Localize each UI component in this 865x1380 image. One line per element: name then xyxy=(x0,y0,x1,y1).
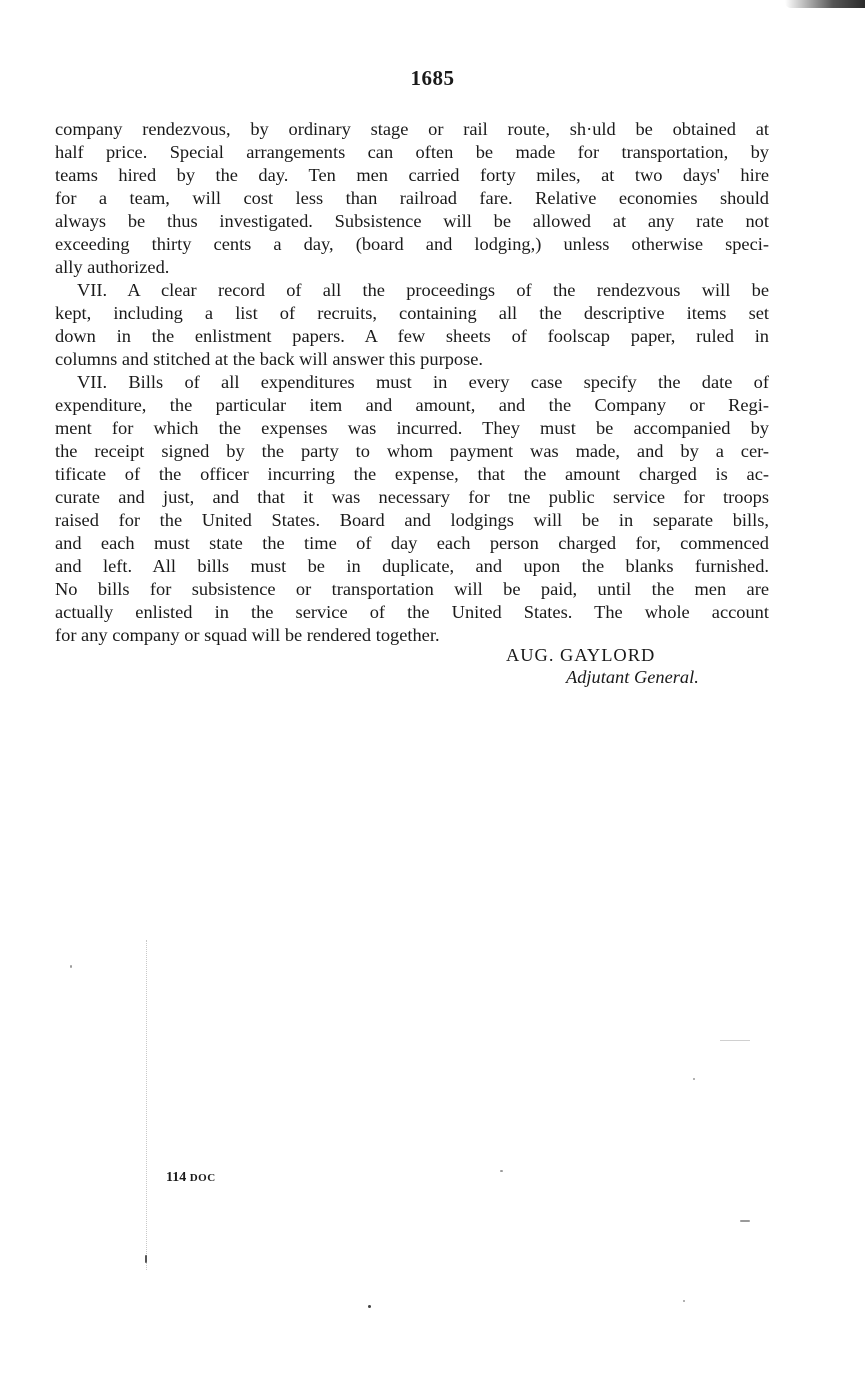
body-text xyxy=(55,118,769,647)
scan-speck xyxy=(368,1305,371,1308)
body-line: raised for the United States. Board and lodgings will be in separate bills, xyxy=(55,510,769,530)
footer-doc-mark xyxy=(166,1170,216,1186)
page-number: 1685 xyxy=(410,66,455,90)
body-line: company rendezvous, by ordinary stage or rail route, sh·uld be obtained at xyxy=(55,119,769,139)
body-line: expenditure, the particular item and amount, and the Company or Regi- xyxy=(55,395,769,415)
signatory-title: Adjutant General. xyxy=(566,667,699,687)
paragraph-start: VII. A clear record of all the proceedings of the rendezvous will be xyxy=(77,280,769,300)
scan-speck xyxy=(500,1170,503,1172)
scan-speck xyxy=(70,965,72,968)
paragraph-start: VII. Bills of all expenditures must in every case specify the date of xyxy=(77,372,769,392)
body-line: No bills for subsistence or transportation will be paid, until the men are xyxy=(55,579,769,599)
body-line: for a team, will cost less than railroad fare. Relative economies should xyxy=(55,188,769,208)
body-line: and each must state the time of day each person charged for, commenced xyxy=(55,533,769,553)
body-line: teams hired by the day. Ten men carried forty miles, at two days' hire xyxy=(55,165,769,185)
body-line: curate and just, and that it was necessary for tne public service for troops xyxy=(55,487,769,507)
body-line: ment for which the expenses was incurred. They must be accompanied by xyxy=(55,418,769,438)
scan-dotted-line xyxy=(146,940,148,1270)
body-line: and left. All bills must be in duplicate, and upon the blanks furnished. xyxy=(55,556,769,576)
footer-number: 114 xyxy=(166,1170,187,1185)
body-line: for any company or squad will be rendered together. xyxy=(55,625,440,645)
body-line: half price. Special arrangements can often be made for transportation, by xyxy=(55,142,769,162)
scan-speck xyxy=(693,1078,695,1080)
footer-label: DOC xyxy=(189,1172,216,1184)
body-line: actually enlisted in the service of the United States. The whole account xyxy=(55,602,769,622)
body-line: down in the enlistment papers. A few sheets of foolscap paper, ruled in xyxy=(55,326,769,346)
scan-corner-mark xyxy=(785,0,865,8)
body-line: kept, including a list of recruits, containing all the descriptive items set xyxy=(55,303,769,323)
body-line: always be thus investigated. Subsistence will be allowed at any rate not xyxy=(55,211,769,231)
body-line: the receipt signed by the party to whom payment was made, and by a cer- xyxy=(55,441,769,461)
scan-speck xyxy=(683,1300,685,1302)
scan-speck xyxy=(740,1220,750,1222)
body-line: tificate of the officer incurring the expense, that the amount charged is ac- xyxy=(55,464,769,484)
body-line: columns and stitched at the back will answer this purpose. xyxy=(55,349,483,369)
body-line: exceeding thirty cents a day, (board and lodging,) unless otherwise speci- xyxy=(55,234,769,254)
body-line: ally authorized. xyxy=(55,257,170,277)
scan-speck xyxy=(145,1255,147,1263)
scan-speck xyxy=(720,1040,750,1041)
signatory-name: AUG. GAYLORD xyxy=(506,645,656,665)
